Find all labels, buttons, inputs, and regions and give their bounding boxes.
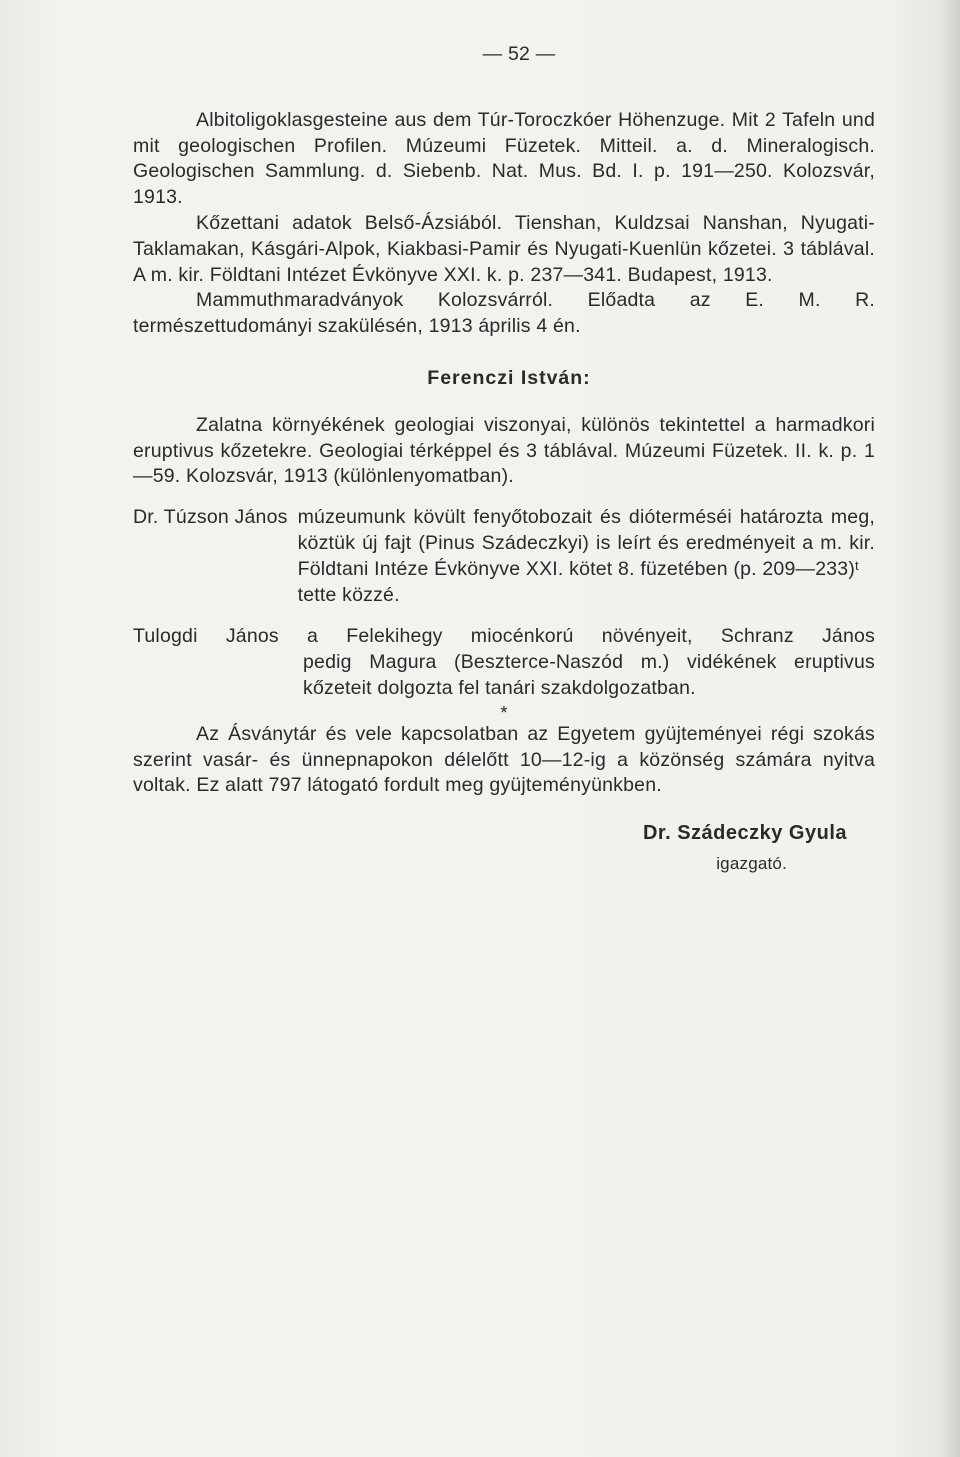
entry-tuzson-text-end: tette közzé. bbox=[297, 583, 400, 606]
page-number: — 52 — bbox=[482, 43, 556, 65]
author-heading-ferenczi: Ferenczi István: bbox=[427, 366, 591, 389]
signature-block bbox=[133, 821, 875, 877]
section-separator: * bbox=[500, 702, 508, 723]
page-edge-shadow bbox=[942, 0, 960, 1457]
entry-tuzson-text: múzeumunk kövült fenyőtobozait és dióterméséi határozta meg, köztük új fajt (Pinus Szádeczkyi) is leírt és eredményeit a m. kir. Földtani Intéze Évkönyve XXI. kötet 8. füzetében (p. 209—233) bbox=[297, 506, 875, 580]
signature-name: Dr. Szádeczky Gyula bbox=[642, 822, 847, 845]
entry-tulogdi-first-line: Tulogdi János a Felekihegy miocénkorú növényeit, Schranz János bbox=[133, 625, 875, 648]
closing-paragraph: Az Ásványtár és vele kapcsolatban az Egyetem gyüjteményei régi szokás szerint vasár- és ünnepnapokon délelőtt 10—12-ig a közönség számára nyitva voltak. Ez alatt 797 látogató fordult meg gyüjteményünkben. bbox=[133, 722, 875, 797]
entry-tuzson-body bbox=[298, 505, 875, 608]
entry-tuzson-name: Dr. Túzson János bbox=[133, 506, 288, 529]
page-text bbox=[133, 42, 875, 877]
entry-tulogdi-continuation: pedig Magura (Beszterce-Naszód m.) vidékének eruptivus kőzeteit dolgozta fel tanári szakdolgozatban. bbox=[303, 651, 875, 699]
footnote-mark: t bbox=[855, 557, 859, 573]
signature-role: igazgató. bbox=[716, 853, 787, 873]
publication-kozettani-adatok: Kőzettani adatok Belső-Ázsiából. Tienshan, Kuldzsai Nanshan, Nyugati-Taklamakan, Kásgári-Alpok, Kiakbasi-Pamir és Nyugati-Kuenlün kőzetei. 3 táblával. A m. kir. Földtani Intézet Évkönyve XXI. k. p. 237—341. Budapest, 1913. bbox=[133, 211, 875, 286]
publication-zalatna: Zalatna környékének geologiai viszonyai, különös tekintettel a harmadkori eruptivus kőzetekre. Geologiai térképpel és 3 táblával. Múzeumi Füzetek. II. k. p. 1—59. Kolozsvár, 1913 (különlenyomatban). bbox=[133, 413, 875, 488]
publication-albitoligoklas: Albitoligoklasgesteine aus dem Túr-Toroczkóer Höhenzuge. Mit 2 Tafeln und mit geologischen Profilen. Múzeumi Füzetek. Mitteil. a. d. Mineralogisch. Geologischen Sammlung. d. Siebenb. Nat. Mus. Bd. I. p. 191—250. Kolozsvár, 1913. bbox=[133, 108, 875, 209]
entry-tuzson bbox=[133, 505, 875, 608]
publication-mammuthmaradvanyok: Mammuthmaradványok Kolozsvárról. Előadta az E. M. R. természettudományi szakülésén, 1913 április 4 én. bbox=[133, 289, 875, 338]
entry-tulogdi bbox=[133, 624, 875, 701]
